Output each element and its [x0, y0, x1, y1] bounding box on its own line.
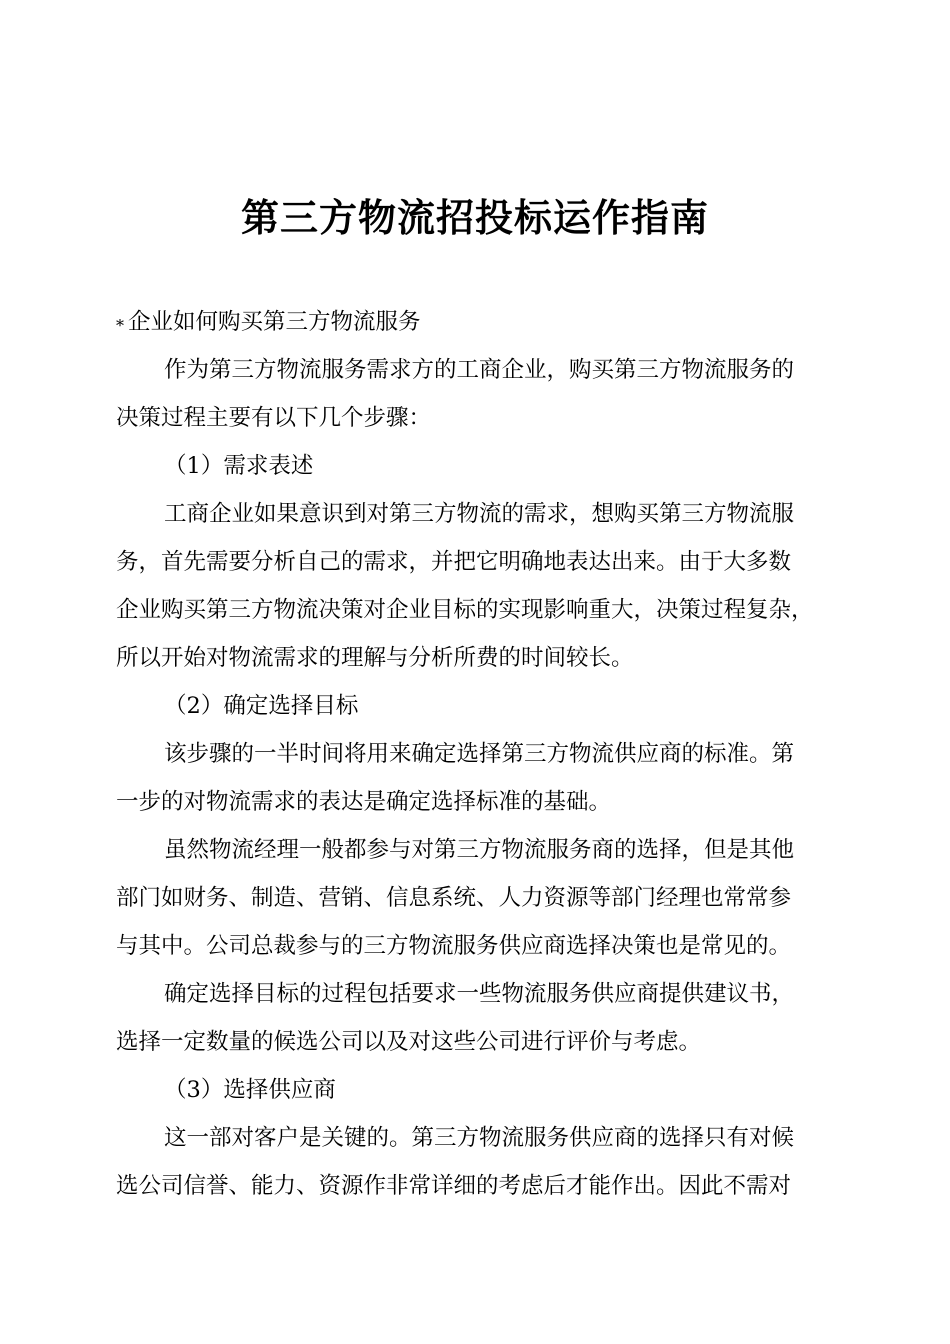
- paragraph-line: 虽然物流经理一般都参与对第三方物流服务商的选择，但是其他: [164, 837, 795, 863]
- paragraph-line: 务，首先需要分析自己的需求，并把它明确地表达出来。由于大多数: [116, 549, 792, 575]
- document-title: 第三方物流招投标运作指南: [240, 195, 709, 240]
- bullet-heading: [116, 298, 846, 346]
- paragraph-line: 选公司信誉、能力、资源作非常详细的考虑后才能作出。因此不需对: [116, 1173, 792, 1199]
- paragraph-line: 该步骤的一半时间将用来确定选择第三方物流供应商的标准。第: [164, 741, 795, 767]
- paragraph-line: 作为第三方物流服务需求方的工商企业，购买第三方物流服务的: [164, 357, 795, 383]
- paragraph-line: 与其中。公司总裁参与的三方物流服务供应商选择决策也是常见的。: [116, 933, 792, 959]
- paragraph-line: 这一部对客户是关键的。第三方物流服务供应商的选择只有对候: [164, 1125, 795, 1151]
- paragraph-line: 确定选择目标的过程包括要求一些物流服务供应商提供建议书，: [164, 981, 795, 1007]
- paragraph-line: 所以开始对物流需求的理解与分析所费的时间较长。: [116, 645, 634, 671]
- bullet-heading-text: 企业如何购买第三方物流服务: [128, 309, 421, 335]
- step-heading: （1）需求表述: [164, 453, 314, 479]
- document-body: [116, 298, 846, 1210]
- paragraph-line: 选择一定数量的候选公司以及对这些公司进行评价与考虑。: [116, 1029, 702, 1055]
- bullet-icon: *: [116, 316, 124, 335]
- step-heading: （3）选择供应商: [164, 1077, 336, 1103]
- paragraph-line: 决策过程主要有以下几个步骤：: [116, 405, 432, 431]
- paragraph-line: 工商企业如果意识到对第三方物流的需求，想购买第三方物流服: [164, 501, 795, 527]
- paragraph-line: 部门如财务、制造、营销、信息系统、人力资源等部门经理也常常参: [116, 885, 792, 911]
- paragraph-line: 一步的对物流需求的表达是确定选择标准的基础。: [116, 789, 612, 815]
- step-heading: （2）确定选择目标: [164, 693, 359, 719]
- paragraph-line: 企业购买第三方物流决策对企业目标的实现影响重大，决策过程复杂，: [116, 597, 814, 623]
